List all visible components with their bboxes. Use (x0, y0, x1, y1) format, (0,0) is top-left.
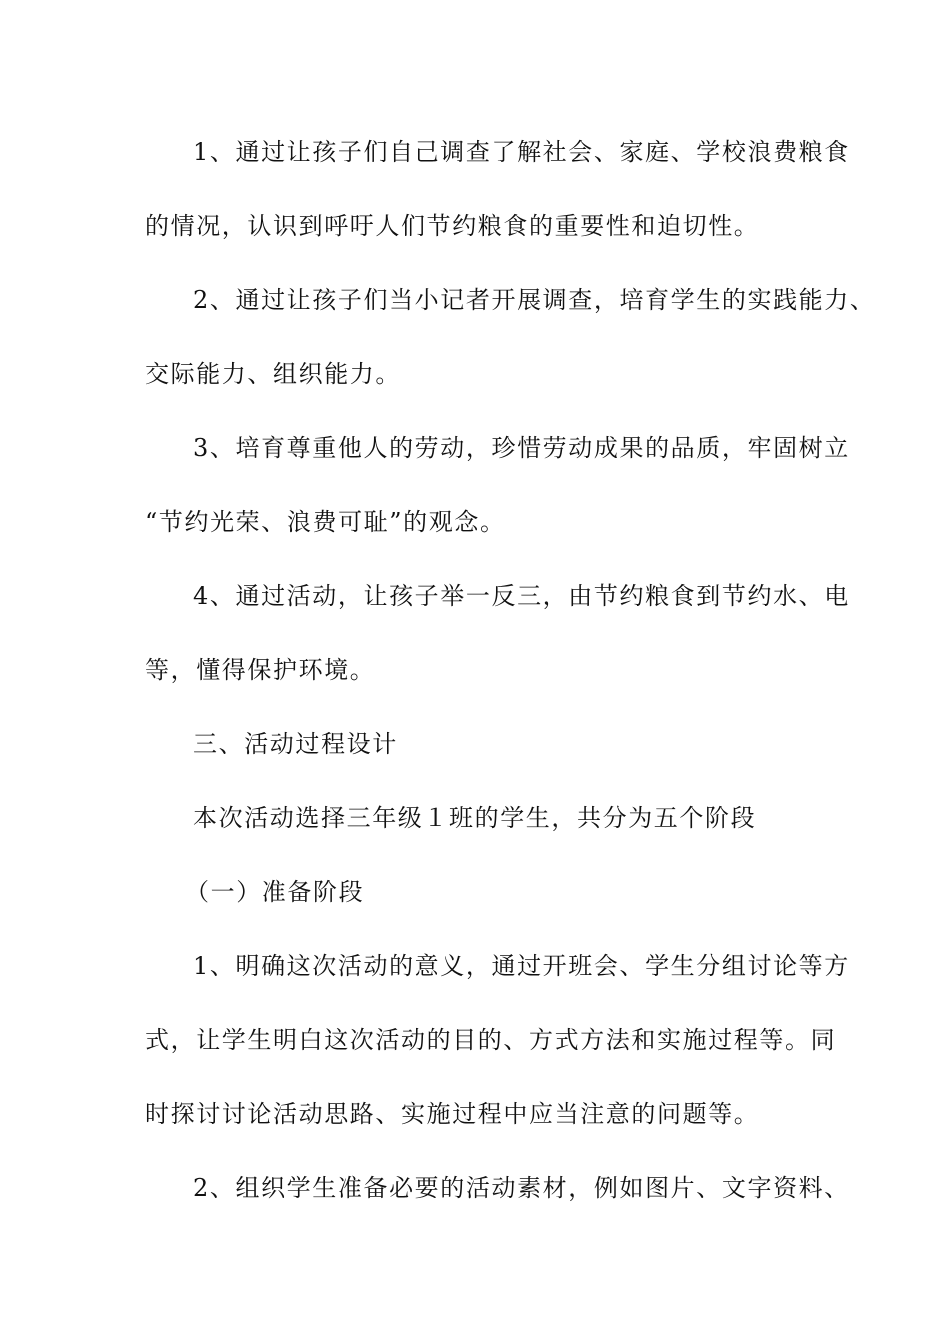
paragraph-5-line-1: 1、明确这次活动的意义，通过开班会、学生分组讨论等方 (193, 952, 850, 980)
paragraph-2-line-1: 2、通过让孩子们当小记者开展调查，培育学生的实践能力、 (193, 286, 876, 314)
paragraph-3-line-1: 3、培育尊重他人的劳动，珍惜劳动成果的品质，牢固树立 (193, 434, 850, 462)
paragraph-3-line-2: “节约光荣、浪费可耻”的观念。 (145, 508, 506, 536)
section-heading: 三、活动过程设计 (193, 730, 398, 758)
intro-paragraph: 本次活动选择三年级１班的学生，共分为五个阶段 (193, 804, 757, 832)
paragraph-6-line-1: 2、组织学生准备必要的活动素材，例如图片、文字资料、 (193, 1174, 850, 1202)
subsection-heading: （一）准备阶段 (185, 878, 365, 906)
paragraph-1-line-2: 的情况，认识到呼吁人们节约粮食的重要性和迫切性。 (145, 212, 760, 240)
paragraph-4-line-1: 4、通过活动，让孩子举一反三，由节约粮食到节约水、电 (193, 582, 850, 610)
paragraph-5-line-2: 式，让学生明白这次活动的目的、方式方法和实施过程等。同 (145, 1026, 837, 1054)
paragraph-5-line-3: 时探讨讨论活动思路、实施过程中应当注意的问题等。 (145, 1100, 760, 1128)
paragraph-1-line-1: 1、通过让孩子们自己调查了解社会、家庭、学校浪费粮食 (193, 138, 850, 166)
paragraph-2-line-2: 交际能力、组织能力。 (145, 360, 401, 388)
paragraph-4-line-2: 等，懂得保护环境。 (145, 656, 376, 684)
